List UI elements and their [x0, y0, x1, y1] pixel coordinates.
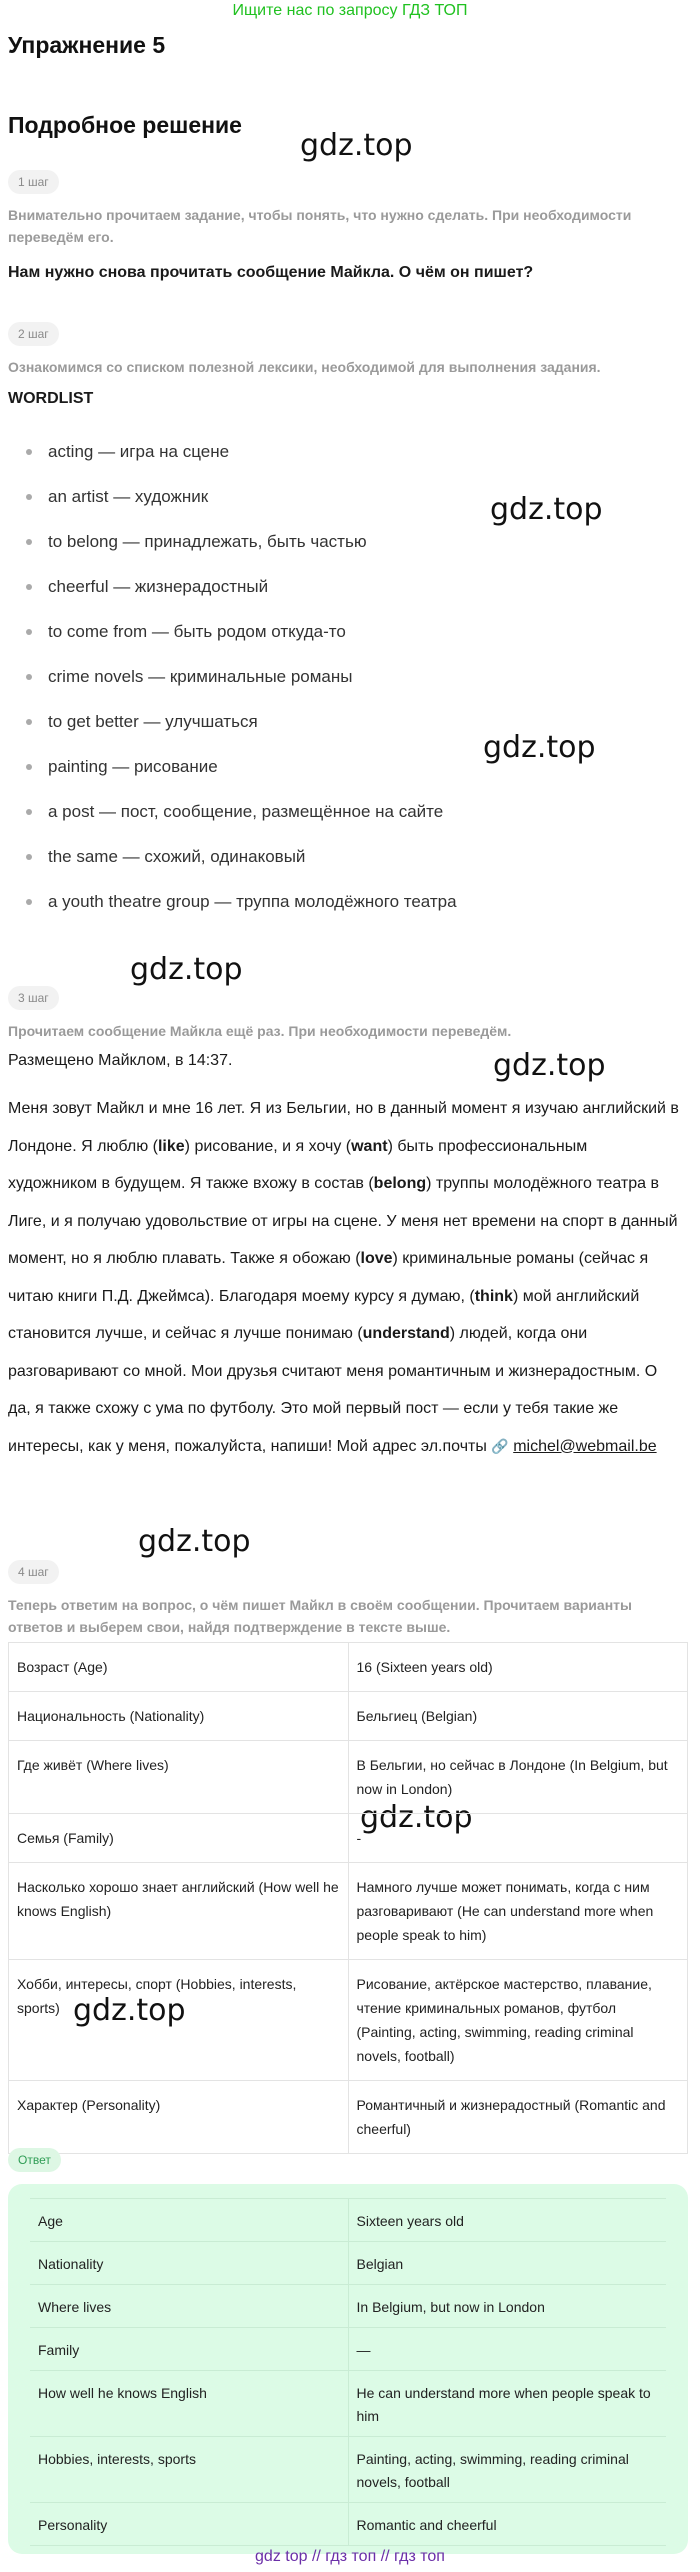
- message-text: ) людей, когда они разговаривают со мной. Мои друзья считают меня романтичным и жизнерадостным. О да, я также схожу с ума по футболу. Это мой первый пост — если у тебя такие же интересы, как у меня, пожалуйста, напиши! Мой адрес эл.почты: [8, 1325, 658, 1455]
- answer-badge: Ответ: [8, 2148, 61, 2172]
- table-row: [9, 1960, 688, 2081]
- list-item: cheerful — жизнерадостный: [48, 575, 668, 620]
- list-item: to come from — быть родом откуда-то: [48, 620, 668, 665]
- table-cell: —: [348, 2328, 666, 2371]
- table-cell: He can understand more when people speak to him: [348, 2371, 666, 2437]
- list-item: painting — рисование: [48, 755, 668, 800]
- list-item: an artist — художник: [48, 485, 668, 530]
- message-keyword: think: [474, 1287, 513, 1305]
- list-item: the same — схожий, одинаковый: [48, 845, 668, 890]
- table-row: [30, 2199, 666, 2242]
- list-item: crime novels — криминальные романы: [48, 665, 668, 710]
- table-row: [9, 1814, 688, 1863]
- table-cell: Семья (Family): [9, 1814, 349, 1863]
- table-cell: Personality: [30, 2503, 348, 2546]
- watermark: gdz.top: [73, 1993, 186, 2028]
- table-cell: -: [348, 1814, 688, 1863]
- step-hint: Внимательно прочитаем задание, чтобы понять, что нужно сделать. При необходимости переведём его.: [8, 207, 632, 245]
- table-cell: Sixteen years old: [348, 2199, 666, 2242]
- step-hint: Ознакомимся со списком полезной лексики, необходимой для выполнения задания.: [8, 359, 601, 375]
- table-cell: Family: [30, 2328, 348, 2371]
- message-text: ) мой английский становится лучше, и сейчас я лучше понимаю (: [8, 1287, 640, 1342]
- email-link[interactable]: michel@webmail.be: [513, 1437, 657, 1455]
- michael-message: [8, 1090, 680, 1465]
- message-text: Меня зовут Майкл и мне 16 лет. Я из Бельгии, но в данный момент я изучаю английский в Лондоне. Я люблю (: [8, 1100, 679, 1155]
- table-cell: В Бельгии, но сейчас в Лондоне (In Belgium, but now in London): [348, 1741, 688, 1814]
- step-hint: Прочитаем сообщение Майкла ещё раз. При необходимости переведём.: [8, 1023, 512, 1039]
- list-item: a youth theatre group — труппа молодёжного театра: [48, 890, 668, 935]
- step-hint: Теперь ответим на вопрос, о чём пишет Майкл в своём сообщении. Прочитаем варианты ответов и выберем свои, найдя подтверждение в тексте выше.: [8, 1597, 632, 1635]
- watermark: gdz.top: [360, 1800, 473, 1835]
- table-cell: Romantic and cheerful: [348, 2503, 666, 2546]
- table-cell: Belgian: [348, 2242, 666, 2285]
- top-banner[interactable]: Ищите нас по запросу ГДЗ ТОП: [232, 2, 468, 19]
- info-table: [8, 1642, 688, 2154]
- table-row: [9, 1741, 688, 1814]
- table-row: [30, 2437, 666, 2503]
- answer-table: [30, 2198, 666, 2546]
- table-cell: Nationality: [30, 2242, 348, 2285]
- table-cell: Where lives: [30, 2285, 348, 2328]
- table-cell: Насколько хорошо знает английский (How well he knows English): [9, 1863, 349, 1960]
- message-keyword: like: [157, 1137, 185, 1155]
- footer-links[interactable]: gdz top // гдз топ // гдз топ: [255, 2548, 445, 2565]
- table-cell: 16 (Sixteen years old): [348, 1643, 688, 1692]
- list-item: to get better — улучшаться: [48, 710, 668, 755]
- table-cell: Age: [30, 2199, 348, 2242]
- table-row: [9, 2081, 688, 2154]
- wordlist-title: WORDLIST: [8, 390, 94, 407]
- wordlist: [48, 440, 668, 935]
- table-row: [30, 2503, 666, 2546]
- table-cell: Намного лучше может понимать, когда с ним разговаривают (He can understand more when people speak to him): [348, 1863, 688, 1960]
- watermark: gdz.top: [138, 1524, 251, 1559]
- table-row: [30, 2371, 666, 2437]
- table-row: [9, 1643, 688, 1692]
- link-icon: 🔗: [491, 1437, 509, 1454]
- section-title: Подробное решение: [8, 112, 242, 138]
- table-cell: Бельгиец (Belgian): [348, 1692, 688, 1741]
- table-cell: Painting, acting, swimming, reading criminal novels, football: [348, 2437, 666, 2503]
- watermark: gdz.top: [130, 952, 243, 987]
- table-row: [30, 2285, 666, 2328]
- watermark: gdz.top: [300, 128, 413, 163]
- message-text: ) труппы молодёжного театра в Лиге, и я получаю удовольствие от игры на сцене. У меня нет времени на спорт в данный момент, но я люблю плавать. Также я обожаю (: [8, 1175, 678, 1267]
- table-cell: Характер (Personality): [9, 2081, 349, 2154]
- step-badge: 2 шаг: [8, 322, 59, 346]
- table-cell: Национальность (Nationality): [9, 1692, 349, 1741]
- table-cell: How well he knows English: [30, 2371, 348, 2437]
- message-keyword: love: [360, 1250, 393, 1267]
- list-item: a post — пост, сообщение, размещённое на сайте: [48, 800, 668, 845]
- page-title: Упражнение 5: [8, 32, 166, 58]
- table-row: [30, 2328, 666, 2371]
- message-keyword: want: [351, 1137, 388, 1155]
- table-cell: Романтичный и жизнерадостный (Romantic and cheerful): [348, 2081, 688, 2154]
- list-item: to belong — принадлежать, быть частью: [48, 530, 668, 575]
- step-badge: 3 шаг: [8, 986, 59, 1010]
- step-badge: 4 шаг: [8, 1560, 59, 1584]
- message-text: ) рисование, и я хочу (: [184, 1137, 352, 1155]
- message-text: ) криминальные романы (сейчас я читаю книги П.Д. Джеймса). Благодаря моему курсу я думаю, (: [8, 1250, 649, 1305]
- table-cell: Где живёт (Where lives): [9, 1741, 349, 1814]
- step-question: Нам нужно снова прочитать сообщение Майкла. О чём он пишет?: [8, 264, 534, 281]
- table-row: [9, 1863, 688, 1960]
- table-cell: In Belgium, but now in London: [348, 2285, 666, 2328]
- watermark: gdz.top: [483, 730, 596, 765]
- message-keyword: understand: [362, 1325, 450, 1342]
- message-text: ) быть профессиональным художником в будущем. Я также вхожу в состав (: [8, 1137, 588, 1192]
- post-meta: Размещено Майклом, в 14:37.: [8, 1052, 233, 1069]
- step-badge: 1 шаг: [8, 170, 59, 194]
- message-keyword: belong: [373, 1175, 427, 1192]
- watermark: gdz.top: [490, 492, 603, 527]
- table-cell: Возраст (Age): [9, 1643, 349, 1692]
- table-row: [9, 1692, 688, 1741]
- table-row: [30, 2242, 666, 2285]
- table-cell: Хобби, интересы, спорт (Hobbies, interests, sports): [9, 1960, 349, 2081]
- table-cell: Hobbies, interests, sports: [30, 2437, 348, 2503]
- watermark: gdz.top: [493, 1048, 606, 1083]
- table-cell: Рисование, актёрское мастерство, плавание, чтение криминальных романов, футбол (Painting, acting, swimming, reading criminal novels, football): [348, 1960, 688, 2081]
- list-item: acting — игра на сцене: [48, 440, 668, 485]
